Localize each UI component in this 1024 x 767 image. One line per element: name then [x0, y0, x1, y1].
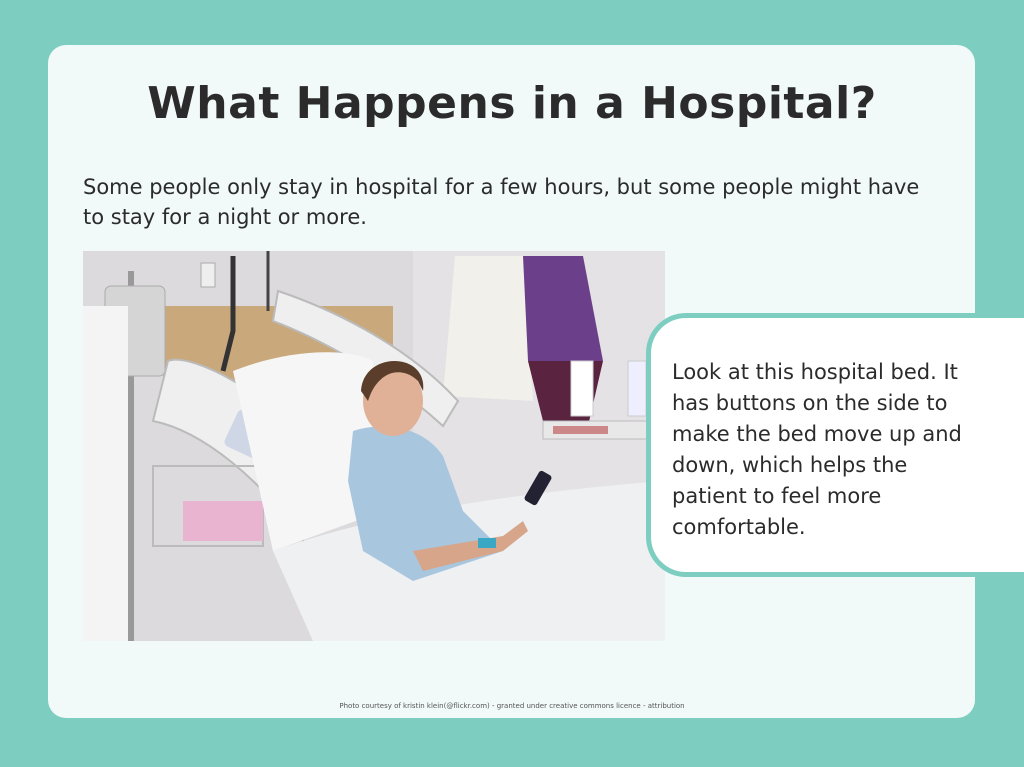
photo-credit: Photo courtesy of kristin klein(@flickr.com) - granted under creative commons licence - attribution	[339, 702, 685, 710]
slide-title: What Happens in a Hospital?	[147, 78, 877, 129]
intro-text: Some people only stay in hospital for a few hours, but some people might have to stay for a night or more.	[83, 175, 920, 229]
callout-text: Look at this hospital bed. It has buttons on the side to make the bed move up and down, which helps the patient to feel more comfortable.	[672, 360, 962, 539]
hospital-bed-photo	[83, 251, 665, 641]
